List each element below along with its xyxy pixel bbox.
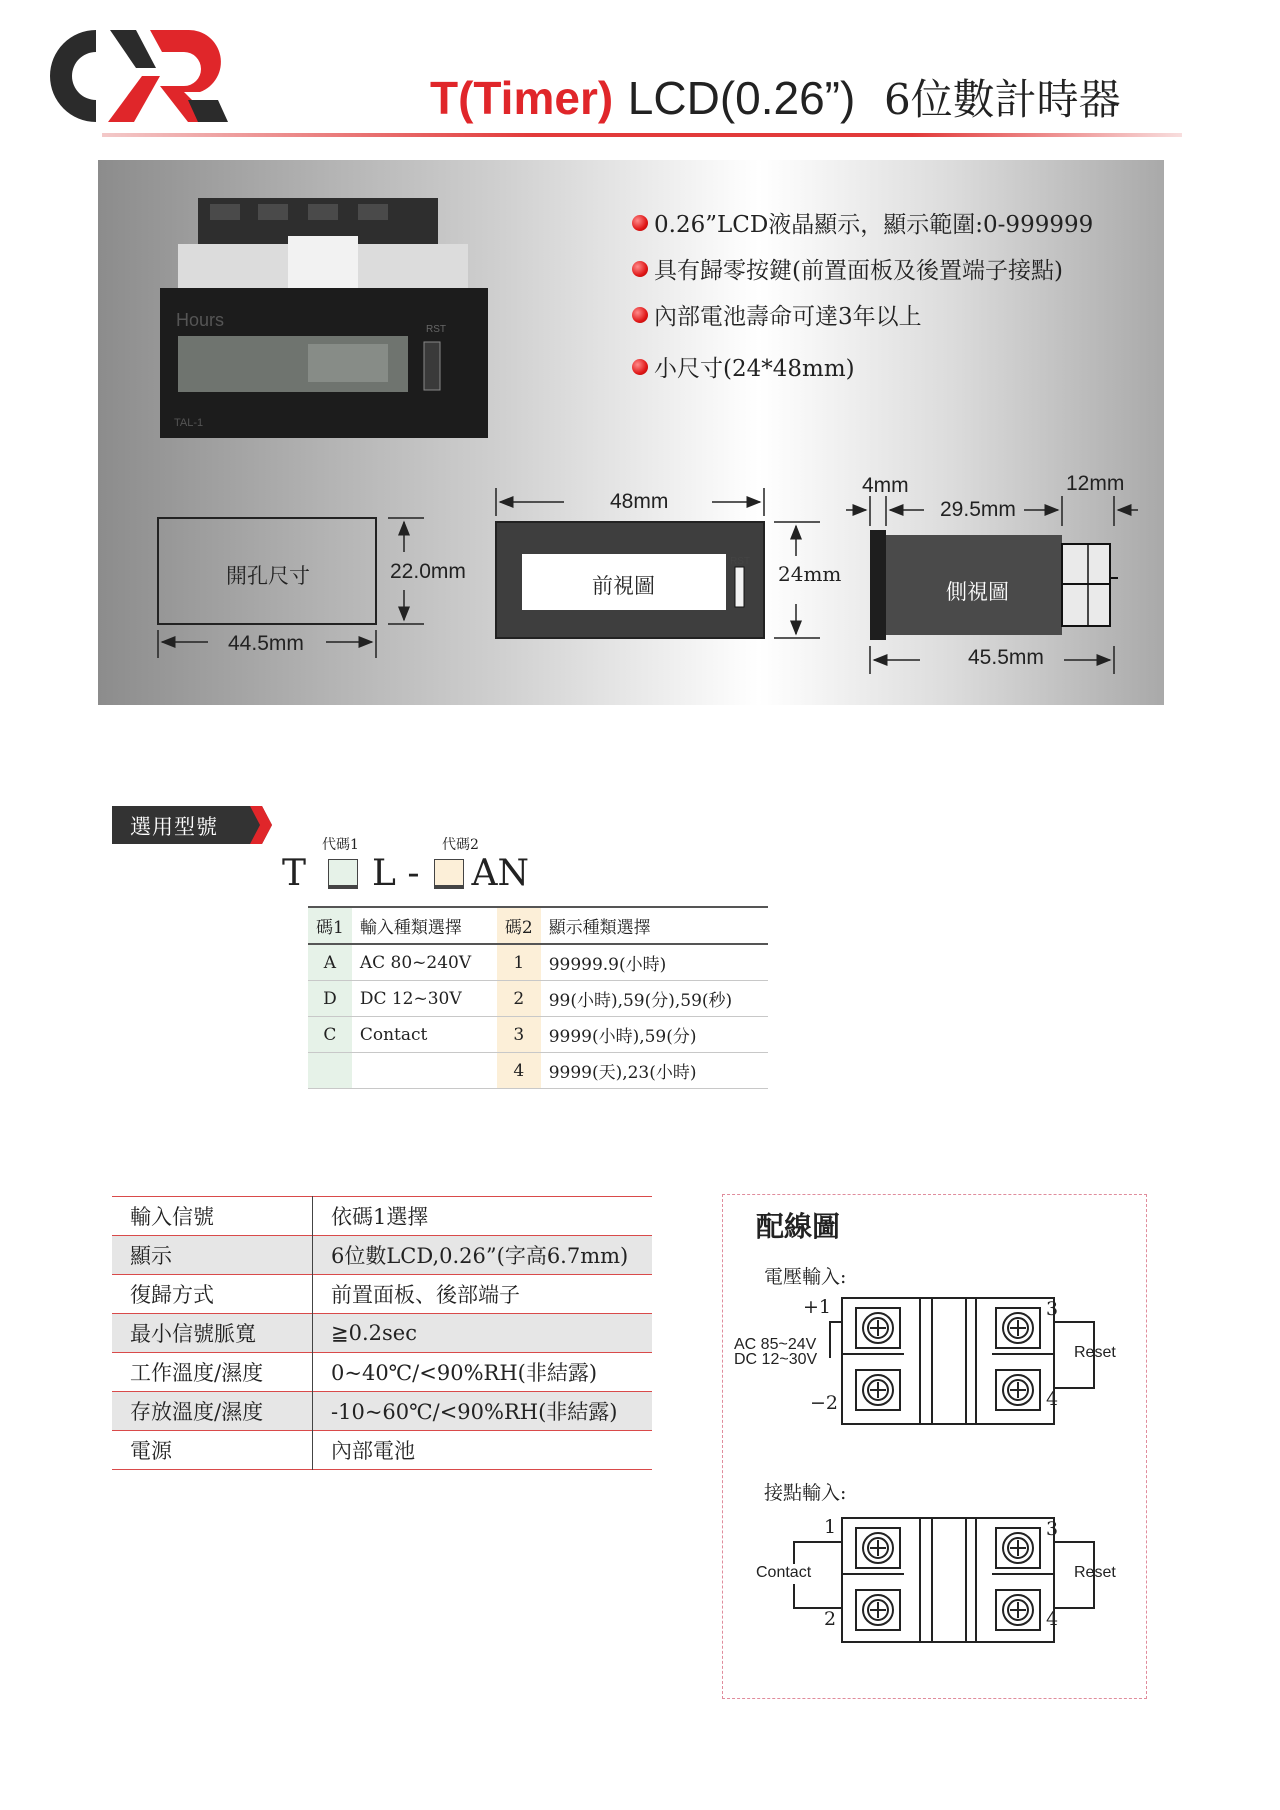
code2-label: 代碼2	[442, 837, 479, 853]
code-table	[308, 906, 768, 1089]
cutout-height: 22.0mm	[390, 560, 466, 583]
table-header: 碼1 輸入種類選擇 碼2 顯示種類選擇	[308, 907, 768, 944]
contact-terminal-1: 1	[824, 1516, 837, 1538]
code1-label: 代碼1	[322, 837, 359, 853]
voltage-input-title: 電壓輸入:	[764, 1266, 847, 1288]
contact-label: Contact	[756, 1564, 812, 1581]
side-view-label: 側視圖	[946, 580, 1009, 604]
spec-row: 存放溫度/濕度 -10~60℃/<90%RH(非結露)	[112, 1392, 652, 1431]
spec-table	[112, 1196, 652, 1470]
spec-row: 顯示 6位數LCD,0.26”(字高6.7mm)	[112, 1236, 652, 1275]
terminal-blocks	[722, 1194, 1147, 1699]
terminal-minus-2: −2	[810, 1392, 839, 1414]
side-depth-4mm: 4mm	[862, 474, 909, 497]
wiring-title: 配線圖	[756, 1210, 841, 1243]
front-height: 24mm	[778, 562, 842, 586]
product-hours-label: Hours	[176, 310, 225, 330]
feature-item: 0.26”LCD液晶顯示，顯示範圍:0-999999	[632, 206, 1093, 239]
bullet-icon	[632, 261, 648, 277]
spec-row: 輸入信號 依碼1選擇	[112, 1197, 652, 1236]
title-chinese: 6位數計時器	[883, 75, 1121, 124]
side-depth-12mm: 12mm	[1066, 472, 1125, 495]
front-width: 48mm	[610, 490, 669, 513]
cutout-label: 開孔尺寸	[226, 564, 310, 588]
model-section-title: 選用型號	[130, 815, 218, 839]
side-total: 45.5mm	[968, 646, 1044, 669]
feature-item: 具有歸零按鍵(前置面板及後置端子接點)	[632, 252, 1063, 285]
reset-label-voltage: Reset	[1074, 1344, 1116, 1361]
title-model: T(Timer)	[430, 72, 614, 124]
company-logo	[38, 22, 238, 130]
table-row: A AC 80~240V 1 99999.9(小時)	[308, 944, 768, 981]
reset-label-contact: Reset	[1074, 1564, 1116, 1581]
title-lcd: LCD(0.26”)	[627, 72, 856, 124]
spec-row: 工作溫度/濕度 0~40℃/<90%RH(非結露)	[112, 1353, 652, 1392]
spec-row: 復歸方式 前置面板、後部端子	[112, 1275, 652, 1314]
spec-row: 最小信號脈寬 ≧0.2sec	[112, 1314, 652, 1353]
product-photo	[158, 196, 488, 448]
voltage-ac-label: AC 85~24V	[734, 1336, 817, 1353]
table-row: 4 9999(天),23(小時)	[308, 1053, 768, 1089]
bullet-icon	[632, 359, 648, 375]
code1-box	[328, 859, 358, 889]
terminal-plus-1: +1	[803, 1296, 832, 1318]
contact-terminal-3: 3	[1046, 1518, 1059, 1540]
contact-input-title: 接點輸入:	[764, 1482, 847, 1504]
contact-terminal-2: 2	[824, 1608, 837, 1630]
terminal-4: 4	[1046, 1388, 1059, 1410]
model-code	[282, 853, 529, 894]
voltage-dc-label: DC 12~30V	[734, 1351, 818, 1368]
model-suffix: AN	[471, 853, 530, 894]
model-mid: L -	[372, 853, 420, 894]
feature-item: 小尺寸(24*48mm)	[632, 350, 855, 383]
bullet-icon	[632, 215, 648, 231]
code2-box	[434, 859, 464, 889]
page-title	[430, 68, 1121, 130]
bullet-icon	[632, 307, 648, 323]
front-view-label: 前視圖	[592, 574, 655, 598]
cutout-width: 44.5mm	[228, 632, 304, 655]
front-rst-label: RST	[730, 556, 750, 567]
product-model-label: TAL-1	[174, 417, 204, 429]
side-depth-29-5mm: 29.5mm	[940, 498, 1016, 521]
model-prefix: T	[282, 853, 307, 894]
table-row: D DC 12~30V 2 99(小時),59(分),59(秒)	[308, 981, 768, 1017]
table-row: C Contact 3 9999(小時),59(分)	[308, 1017, 768, 1053]
title-underline	[102, 133, 1182, 137]
spec-row: 電源 內部電池	[112, 1431, 652, 1470]
contact-terminal-4: 4	[1046, 1608, 1059, 1630]
product-rst-label: RST	[426, 324, 446, 335]
terminal-3: 3	[1046, 1298, 1059, 1320]
feature-item: 內部電池壽命可達3年以上	[632, 298, 922, 331]
